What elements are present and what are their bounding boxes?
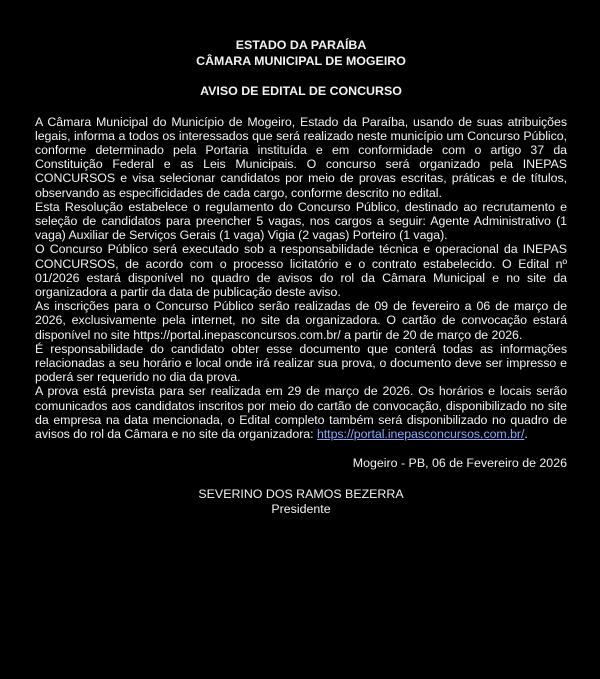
paragraph-responsibility: É responsabilidade do candidato obter esse documento que conterá todas as informações — [35, 341, 567, 356]
paragraph-exam-date — [35, 384, 567, 441]
paragraph-intro: A Câmara Municipal do Município de Mogeiro, Estado da Paraíba, usando de suas atribuições legais, informa a todos os interessados que será realizado neste município um Concurso Público, conforme determinado pela Portaria instituída e em conformidade com o artigo 37 da Constituição Federal e as Leis Municipais. O concurso será organizado pela INEPAS CONCURSOS e visa selecionar candidatos por meio de provas escritas, práticas e de títulos, observando as especificidades de cada cargo, conforme descrito no edital. — [35, 114, 567, 200]
paragraph-registration: As inscrições para o Concurso Público serão realizadas de 09 de fevereiro a 06 de março de 2026, exclusivamente pela internet, no site da organizadora. O cartão de convocação estará disponível no site https://portal.inepasconcursos.com.br/ a partir de 20 de março de 2026. — [35, 299, 567, 342]
signature-block — [35, 487, 567, 517]
notice-body — [35, 115, 567, 442]
paragraph-execution: O Concurso Público será executado sob a responsabilidade técnica e operacional da INEPAS CONCURSOS, de acordo com o processo licitatório e o contrato estabelecido. O Edital nº 01/2026 estará disponível no quadro de avisos do rol da Câmara Municipal e no site da organizadora a partir da data de publicação deste aviso. — [35, 242, 567, 299]
signer-role: Presidente — [271, 502, 331, 517]
signer-name: SEVERINO DOS RAMOS BEZERRA — [198, 487, 404, 502]
chamber-heading: CÂMARA MUNICIPAL DE MOGEIRO — [196, 53, 406, 68]
notice-title: AVISO DE EDITAL DE CONCURSO — [200, 84, 402, 98]
state-heading: ESTADO DA PARAÍBA — [235, 38, 367, 52]
paragraph-exam-date-end: . — [524, 426, 528, 441]
paragraph-vacancies: Esta Resolução estabelece o regulamento do Concurso Público, destinado ao recrutamento e seleção de candidatos para preencher 5 vagas, nos cargos a seguir: Agente Administrativo (1 vaga) Auxiliar de Serviços Gerais (1 vaga) Vigia (2 vagas) Porteiro (1 vaga). — [35, 199, 567, 243]
organizer-link[interactable]: https://portal.inepasconcursos.com.br/ — [316, 426, 525, 441]
paragraph-responsibility-cont: relacionadas a seu horário e local onde irá realizar sua prova, o documento deve ser impresso e poderá ser requerido no dia da prova. — [35, 355, 567, 385]
date-line: Mogeiro - PB, 06 de Fevereiro de 2026 — [352, 456, 567, 471]
paragraph-exam-date-text: A prova está prevista para ser realizada em 29 de março de 2026. Os horários e locais serão comunicados aos candidatos inscritos por meio do cartão de convocação, disponibilizado no site da empresa na data mencionada, o Edital completo também será disponibilizado no quadro de avisos do rol da Câmara e no site da organizadora: — [35, 384, 567, 441]
